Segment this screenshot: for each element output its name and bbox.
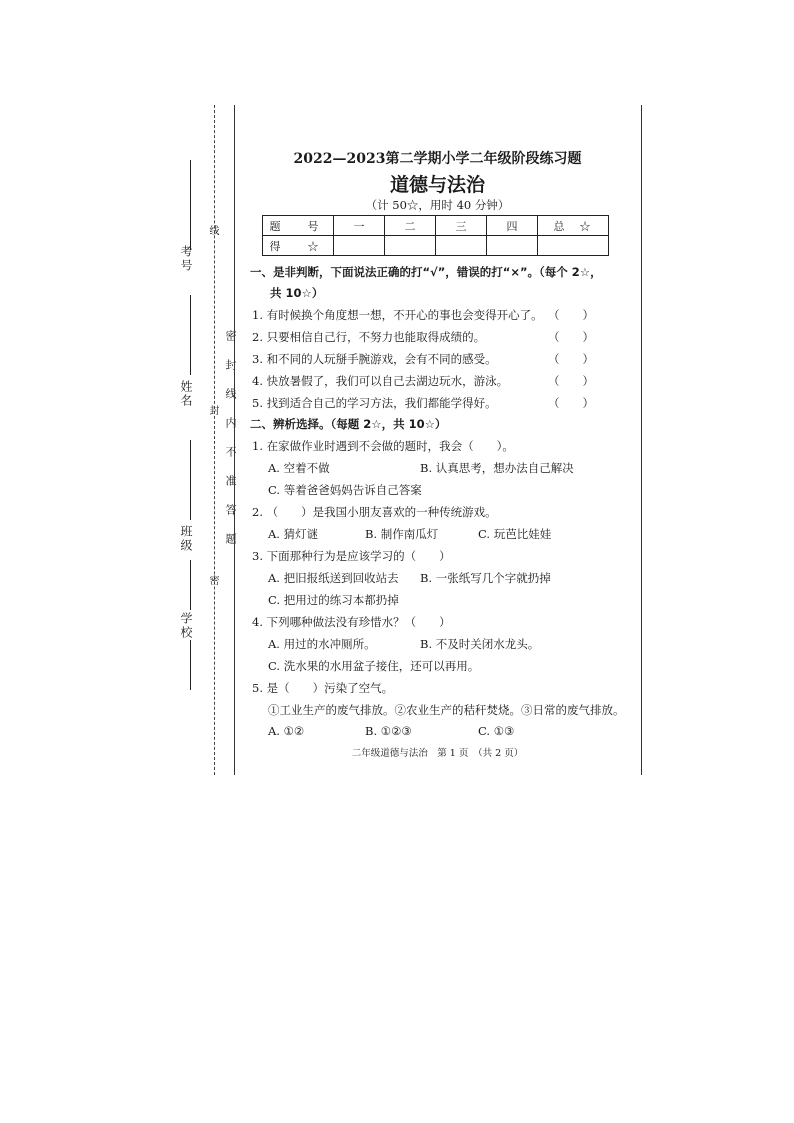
mc-q3-option-c[interactable]: C. 把用过的练习本都扔掉 (268, 593, 399, 607)
cut-line (214, 105, 216, 775)
score-cell-2: 二 (385, 216, 436, 236)
kaohao-label: 考号 (179, 245, 193, 273)
subject-title: 道德与法治 (389, 174, 485, 196)
no-answer-warning: 密封线内不准答题 (224, 330, 237, 562)
tf-item-1: 1. 有时候换个角度想一想，不开心的事也会变得开心了。 (252, 308, 543, 322)
xuexiao-blank-2[interactable] (190, 640, 191, 690)
term-title: 2022—2023第二学期小学二年级阶段练习题 (293, 151, 582, 167)
mc-q3: 3. 下面那种行为是应该学习的（ ） (252, 549, 451, 563)
banji-label: 班级 (179, 525, 193, 553)
mc-q1-option-a[interactable]: A. 空着不做 (268, 461, 330, 475)
mc-q5-statements: ①工业生产的废气排放。②农业生产的秸秆焚烧。③日常的废气排放。 (268, 703, 625, 717)
tf-answer-5[interactable]: （ ） (548, 396, 594, 410)
tf-answer-3[interactable]: （ ） (548, 352, 594, 366)
tf-item-5: 5. 找到适合自己的学习方法，我们都能学得好。 (252, 396, 497, 410)
score-header-row (263, 216, 609, 236)
section2-heading: 二、辨析选择。（每题 2☆，共 10☆） (250, 417, 447, 431)
tf-item-3: 3. 和不同的人玩掰手腕游戏，会有不同的感受。 (252, 352, 497, 366)
section1-heading: 一、是非判断，下面说法正确的打“√”，错误的打“×”。（每个 2☆， (250, 265, 602, 279)
mc-q2: 2. （ ）是我国小朋友喜欢的一种传统游戏。 (252, 505, 497, 519)
xuexiao-blank[interactable] (190, 560, 191, 610)
mc-q3-option-b[interactable]: B. 一张纸写几个字就扔掉 (420, 571, 551, 585)
mc-q5-option-a[interactable]: A. ①② (268, 724, 305, 738)
tf-item-4: 4. 快放暑假了，我们可以自己去湖边玩水，游泳。 (252, 374, 509, 388)
score-cell-total: 总 ☆ (538, 216, 609, 236)
mc-q2-option-c[interactable]: C. 玩芭比娃娃 (478, 527, 552, 541)
score-cell-label: 题 号 (263, 216, 334, 236)
xuexiao-label: 学校 (179, 612, 193, 640)
xian-mark: 线 (207, 225, 218, 237)
frame-line-right (641, 105, 643, 775)
score-input-2[interactable] (385, 236, 436, 256)
score-input-1[interactable] (334, 236, 385, 256)
feng-mark: 封 (207, 405, 218, 417)
tf-answer-4[interactable]: （ ） (548, 374, 594, 388)
mc-q5-option-c[interactable]: C. ①③ (478, 724, 515, 738)
score-cell-1: 一 (334, 216, 385, 236)
score-cell-4: 四 (487, 216, 538, 236)
tf-item-2: 2. 只要相信自己行，不努力也能取得成绩的。 (252, 330, 486, 344)
mc-q1-option-c[interactable]: C. 等着爸爸妈妈告诉自己答案 (268, 483, 422, 497)
exam-meta: （计 50☆，用时 40 分钟） (365, 198, 510, 212)
mc-q2-option-b[interactable]: B. 制作南瓜灯 (365, 527, 439, 541)
mc-q1-option-b[interactable]: B. 认真思考，想办法自己解决 (420, 461, 574, 475)
xingming-label: 姓名 (179, 380, 193, 408)
score-input-3[interactable] (436, 236, 487, 256)
score-table (262, 215, 609, 256)
tf-answer-2[interactable]: （ ） (548, 330, 594, 344)
mc-q4-option-c[interactable]: C. 洗水果的水用盆子接住，还可以再用。 (268, 659, 480, 673)
mc-q4-option-a[interactable]: A. 用过的水冲厕所。 (268, 637, 376, 651)
frame-line-left (234, 105, 236, 775)
tf-answer-1[interactable]: （ ） (548, 308, 594, 322)
score-row-label: 得 ☆ (263, 236, 334, 256)
banji-blank[interactable] (190, 440, 191, 520)
mc-q1: 1. 在家做作业时遇到不会做的题时，我会（ ）。 (252, 439, 514, 453)
score-value-row (263, 236, 609, 256)
mc-q4: 4. 下列哪种做法没有珍惜水？（ ） (252, 615, 451, 629)
section1-heading-cont: 共 10☆） (270, 286, 324, 300)
score-input-total[interactable] (538, 236, 609, 256)
kaohao-blank[interactable] (190, 160, 191, 250)
mc-q3-option-a[interactable]: A. 把旧报纸送到回收站去 (268, 571, 399, 585)
mc-q2-option-a[interactable]: A. 猜灯谜 (268, 527, 319, 541)
score-cell-3: 三 (436, 216, 487, 236)
xingming-blank[interactable] (190, 295, 191, 375)
mc-q5: 5. 是（ ）污染了空气。 (252, 681, 394, 695)
mc-q5-option-b[interactable]: B. ①②③ (365, 724, 412, 738)
page-footer: 二年级道德与法治 第 1 页 （共 2 页） (351, 748, 524, 759)
score-input-4[interactable] (487, 236, 538, 256)
mc-q4-option-b[interactable]: B. 不及时关闭水龙头。 (420, 637, 540, 651)
mi-mark: 密 (207, 575, 218, 587)
